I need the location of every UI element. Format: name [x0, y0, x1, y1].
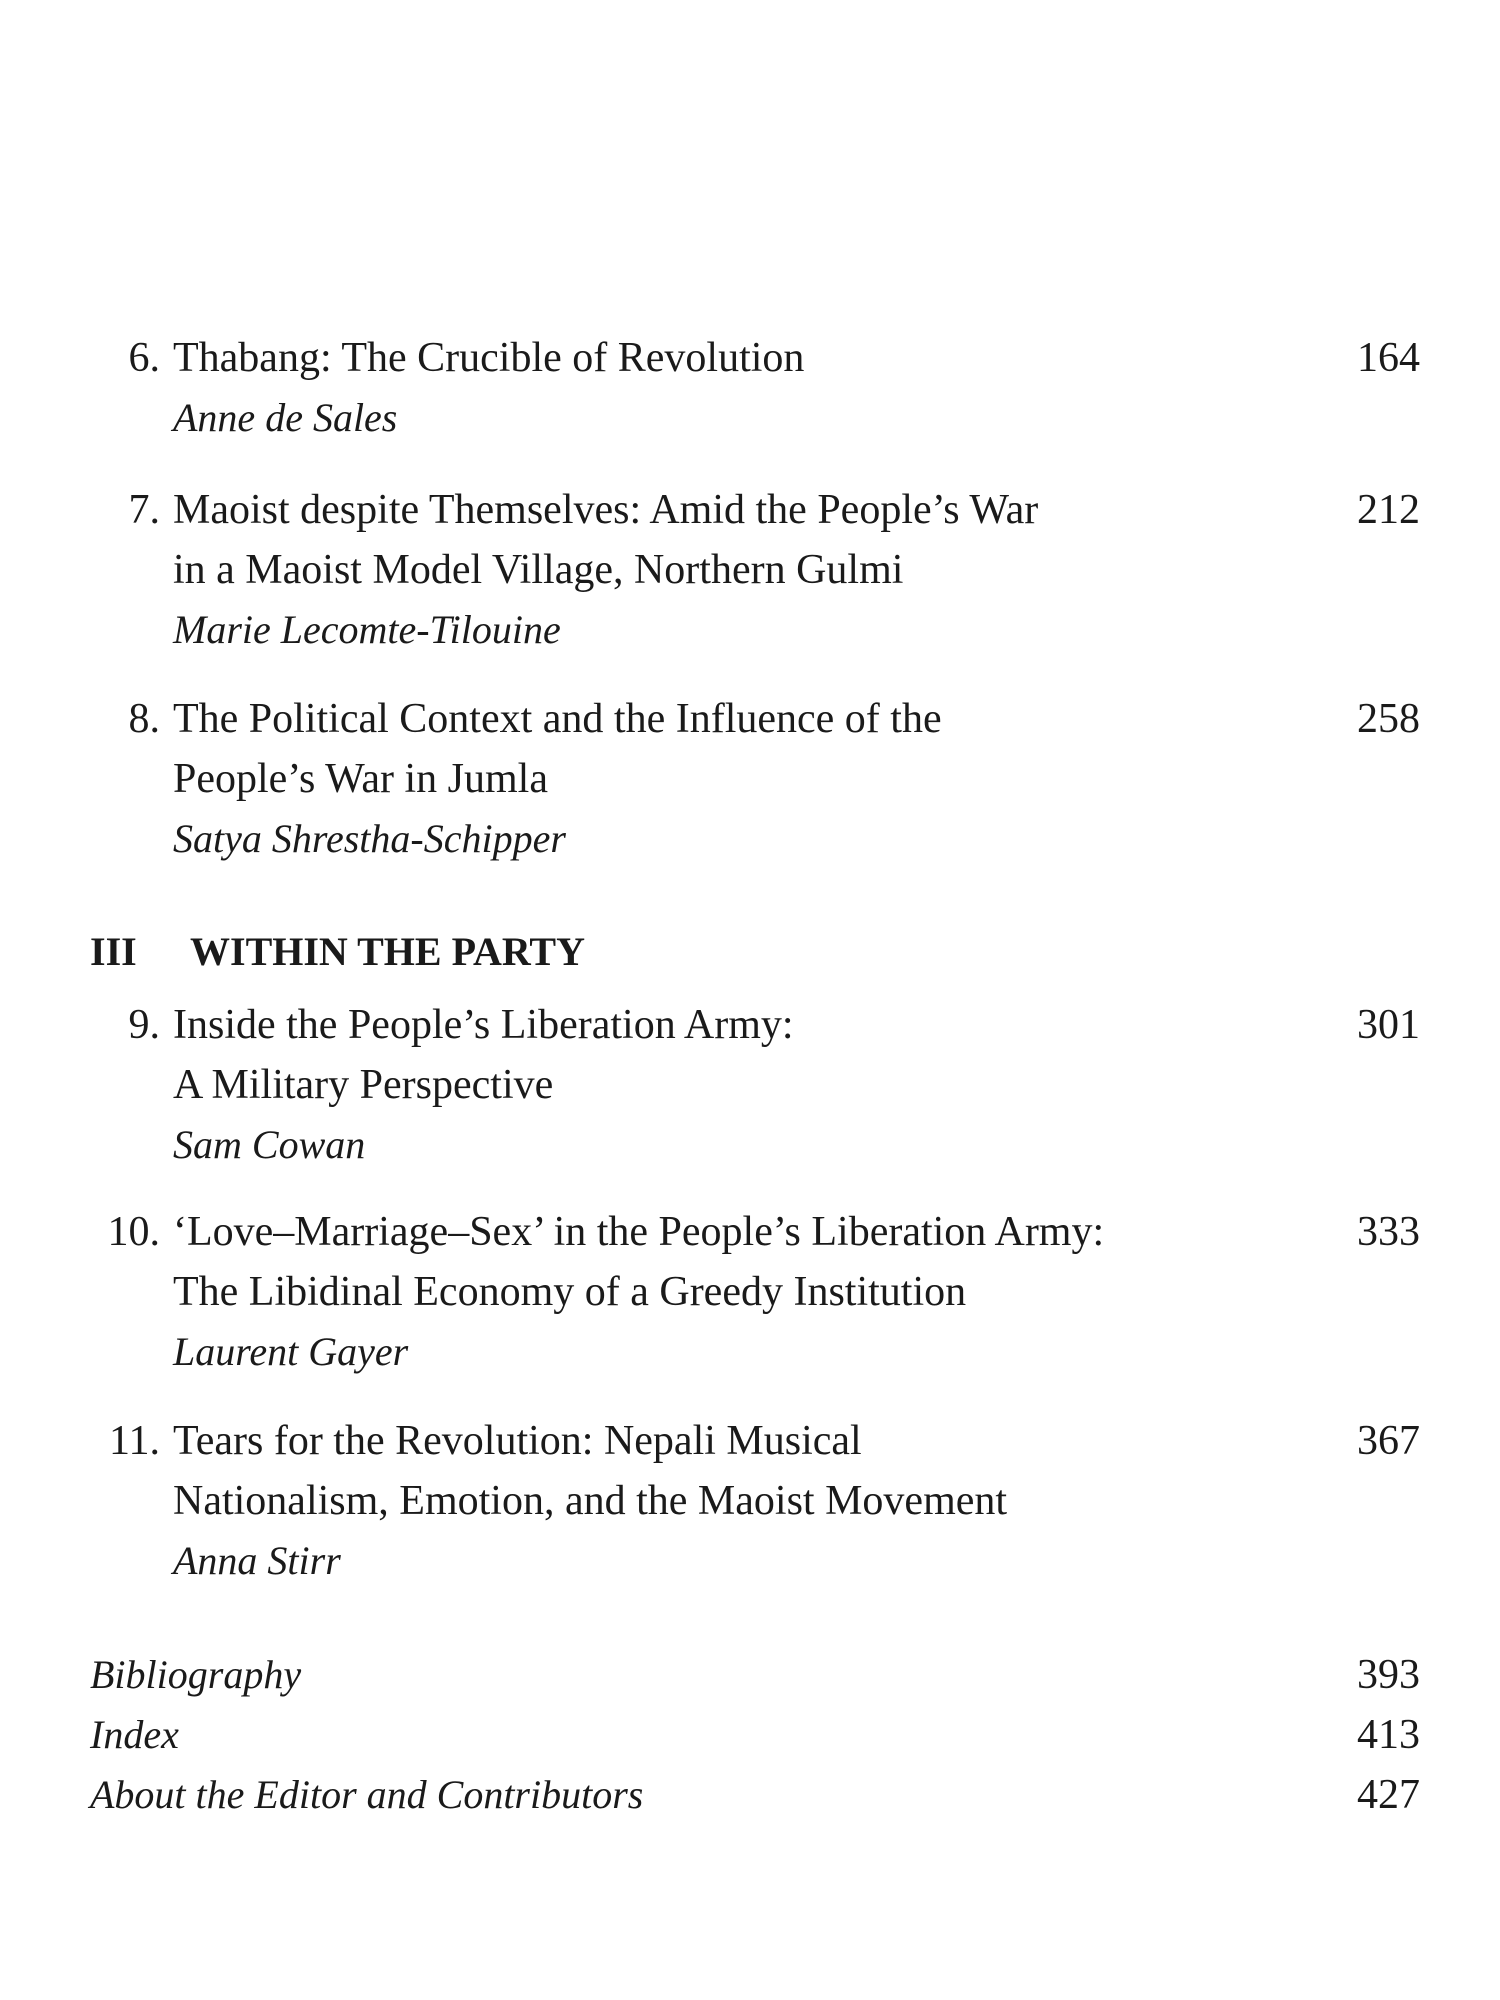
- chapter-title-line-2: People’s War in Jumla: [173, 756, 548, 802]
- toc-entry-about-contributors[interactable]: [0, 1765, 1500, 1825]
- chapter-title-line-1: Inside the People’s Liberation Army:: [173, 1002, 794, 1048]
- chapter-author: Laurent Gayer: [173, 1329, 409, 1374]
- chapter-title-line-1: The Political Context and the Influence of the: [173, 696, 942, 742]
- page-number: 333: [1357, 1209, 1420, 1255]
- chapter-title-line-1: Maoist despite Themselves: Amid the People’s War: [173, 487, 1039, 533]
- page-number: 301: [1357, 1002, 1420, 1048]
- back-matter-list: [0, 1645, 1500, 1825]
- chapter-title-line-2: Nationalism, Emotion, and the Maoist Movement: [173, 1478, 1008, 1524]
- part-title: WITHIN THE PARTY: [190, 929, 585, 974]
- back-matter-label: About the Editor and Contributors: [90, 1772, 644, 1817]
- back-matter-label: Bibliography: [90, 1652, 302, 1697]
- back-matter-label: Index: [90, 1712, 179, 1757]
- chapter-title-line-1: ‘Love–Marriage–Sex’ in the People’s Liberation Army:: [173, 1209, 1105, 1255]
- chapter-number: 6.: [128, 335, 160, 381]
- chapter-author: Anna Stirr: [173, 1538, 341, 1583]
- chapter-number: 8.: [128, 696, 160, 742]
- chapter-author: Sam Cowan: [173, 1122, 366, 1167]
- part-heading: [90, 922, 585, 982]
- chapter-title-line-2: The Libidinal Economy of a Greedy Institution: [173, 1269, 967, 1315]
- page-number: 164: [1357, 335, 1420, 381]
- chapter-author: Satya Shrestha-Schipper: [173, 816, 566, 861]
- chapter-number: 9.: [128, 1002, 160, 1048]
- chapter-title-line-2: in a Maoist Model Village, Northern Gulmi: [173, 547, 904, 593]
- chapter-title-line-1: Tears for the Revolution: Nepali Musical: [173, 1418, 862, 1464]
- page-number: 427: [1357, 1772, 1420, 1818]
- chapter-number: 10.: [107, 1209, 160, 1255]
- part-number: III: [90, 929, 137, 974]
- chapter-number: 11.: [109, 1418, 160, 1464]
- chapter-title: Thabang: The Crucible of Revolution: [173, 335, 805, 381]
- chapter-author: Marie Lecomte-Tilouine: [173, 607, 561, 652]
- page-number: 212: [1357, 487, 1420, 533]
- page-number: 367: [1357, 1418, 1420, 1464]
- toc-entry-index[interactable]: [0, 1705, 1500, 1765]
- chapter-author: Anne de Sales: [173, 395, 398, 440]
- page-number: 393: [1357, 1652, 1420, 1698]
- page-number: 413: [1357, 1712, 1420, 1758]
- page-number: 258: [1357, 696, 1420, 742]
- chapter-number: 7.: [128, 487, 160, 533]
- toc-entry-bibliography[interactable]: [0, 1645, 1500, 1705]
- chapter-title-line-2: A Military Perspective: [173, 1062, 554, 1108]
